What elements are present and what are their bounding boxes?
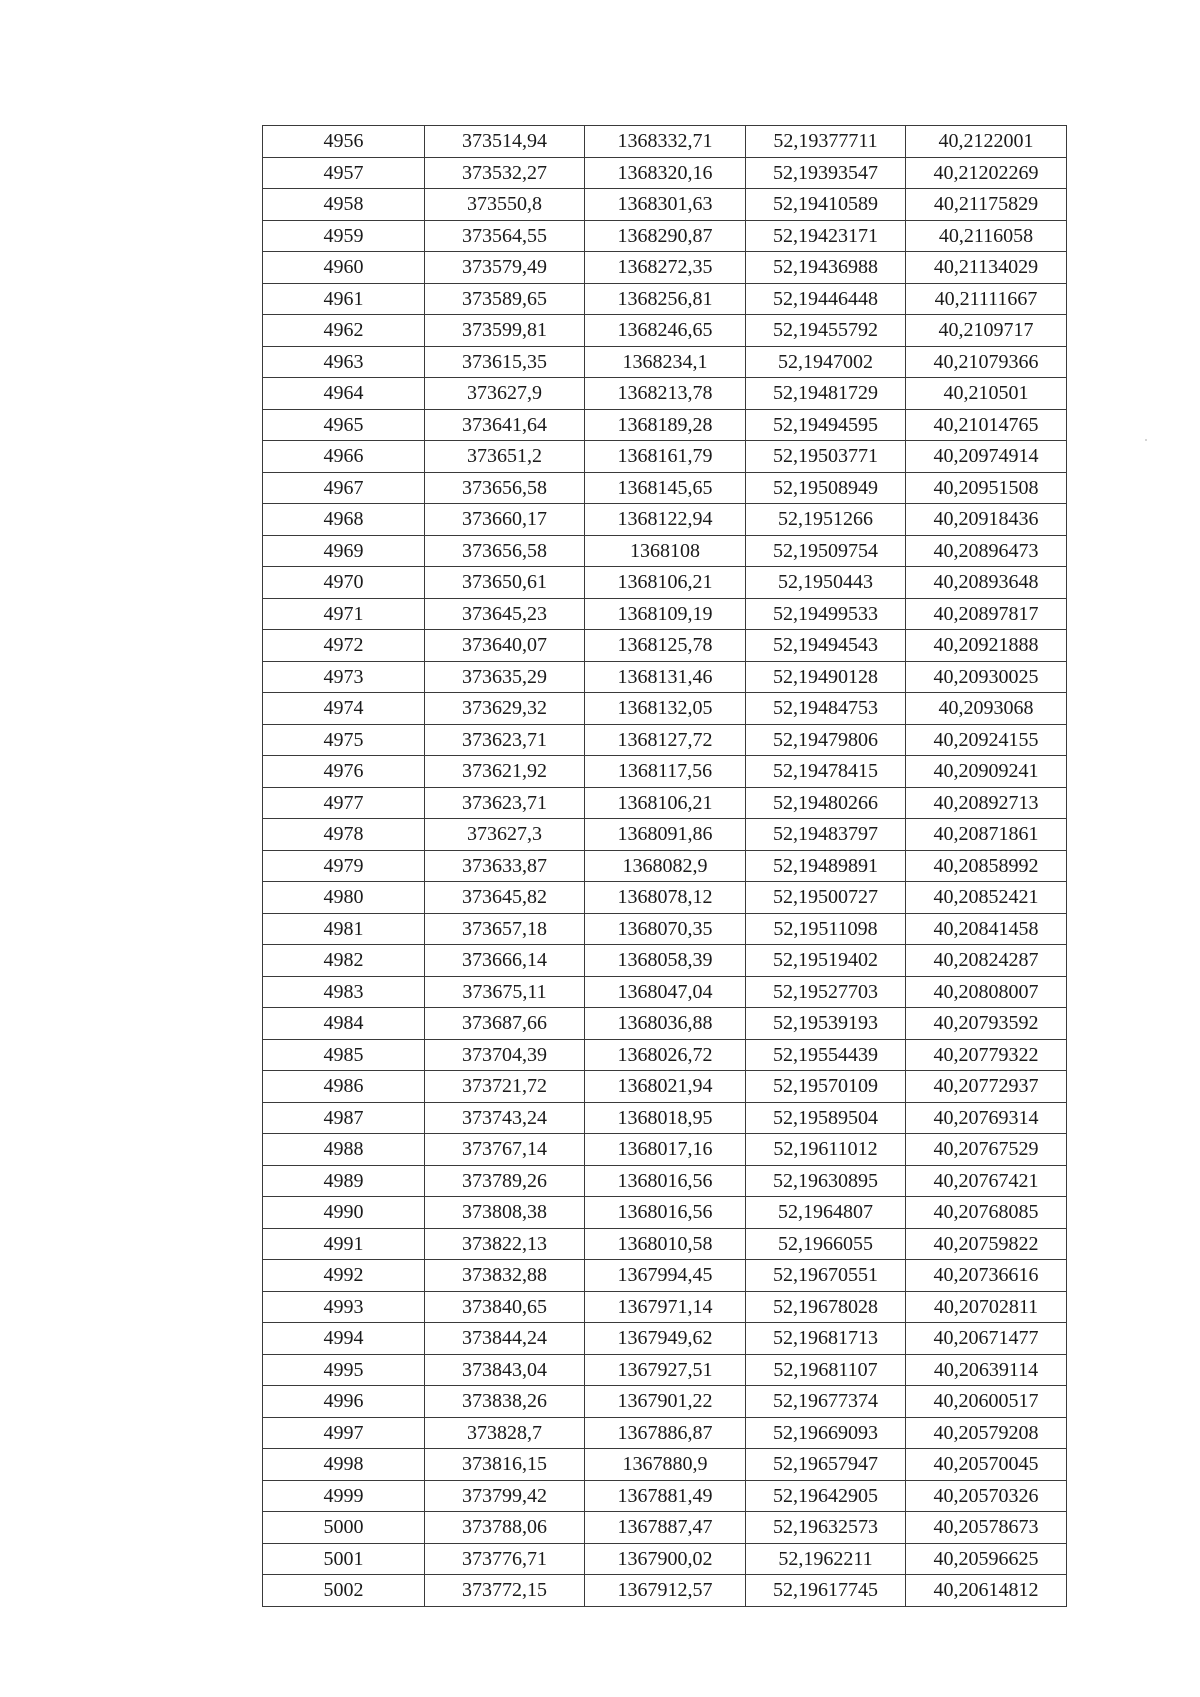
latitude-cell: 52,19554439 — [746, 1039, 906, 1071]
y-coordinate-cell: 1368106,21 — [585, 567, 746, 599]
y-coordinate-cell: 1368017,16 — [585, 1134, 746, 1166]
table-row — [263, 1134, 1067, 1166]
y-coordinate-cell: 1368117,56 — [585, 756, 746, 788]
point-number-cell: 4956 — [263, 126, 425, 158]
x-coordinate-cell: 373629,32 — [425, 693, 585, 725]
table-row — [263, 630, 1067, 662]
x-coordinate-cell: 373840,65 — [425, 1291, 585, 1323]
latitude-cell: 52,19657947 — [746, 1449, 906, 1481]
point-number-cell: 4966 — [263, 441, 425, 473]
x-coordinate-cell: 373838,26 — [425, 1386, 585, 1418]
x-coordinate-cell: 373641,64 — [425, 409, 585, 441]
x-coordinate-cell: 373645,23 — [425, 598, 585, 630]
longitude-cell: 40,20909241 — [906, 756, 1067, 788]
point-number-cell: 4972 — [263, 630, 425, 662]
point-number-cell: 4958 — [263, 189, 425, 221]
latitude-cell: 52,19527703 — [746, 976, 906, 1008]
y-coordinate-cell: 1368016,56 — [585, 1197, 746, 1229]
y-coordinate-cell: 1368018,95 — [585, 1102, 746, 1134]
table-row — [263, 315, 1067, 347]
longitude-cell: 40,20793592 — [906, 1008, 1067, 1040]
latitude-cell: 52,19503771 — [746, 441, 906, 473]
latitude-cell: 52,19481729 — [746, 378, 906, 410]
longitude-cell: 40,21134029 — [906, 252, 1067, 284]
latitude-cell: 52,19393547 — [746, 157, 906, 189]
x-coordinate-cell: 373656,58 — [425, 535, 585, 567]
point-number-cell: 4996 — [263, 1386, 425, 1418]
x-coordinate-cell: 373599,81 — [425, 315, 585, 347]
longitude-cell: 40,20769314 — [906, 1102, 1067, 1134]
longitude-cell: 40,2116058 — [906, 220, 1067, 252]
x-coordinate-cell: 373514,94 — [425, 126, 585, 158]
y-coordinate-cell: 1368026,72 — [585, 1039, 746, 1071]
point-number-cell: 4987 — [263, 1102, 425, 1134]
x-coordinate-cell: 373776,71 — [425, 1543, 585, 1575]
latitude-cell: 52,19519402 — [746, 945, 906, 977]
y-coordinate-cell: 1368010,58 — [585, 1228, 746, 1260]
point-number-cell: 4969 — [263, 535, 425, 567]
longitude-cell: 40,21079366 — [906, 346, 1067, 378]
table-row — [263, 1543, 1067, 1575]
latitude-cell: 52,19611012 — [746, 1134, 906, 1166]
x-coordinate-cell: 373660,17 — [425, 504, 585, 536]
y-coordinate-cell: 1368016,56 — [585, 1165, 746, 1197]
latitude-cell: 52,19436988 — [746, 252, 906, 284]
table-row — [263, 504, 1067, 536]
x-coordinate-cell: 373589,65 — [425, 283, 585, 315]
longitude-cell: 40,20614812 — [906, 1575, 1067, 1607]
point-number-cell: 4973 — [263, 661, 425, 693]
latitude-cell: 52,19446448 — [746, 283, 906, 315]
y-coordinate-cell: 1368082,9 — [585, 850, 746, 882]
table-row — [263, 945, 1067, 977]
latitude-cell: 52,1962211 — [746, 1543, 906, 1575]
table-row — [263, 189, 1067, 221]
point-number-cell: 4971 — [263, 598, 425, 630]
table-row — [263, 976, 1067, 1008]
point-number-cell: 4963 — [263, 346, 425, 378]
x-coordinate-cell: 373721,72 — [425, 1071, 585, 1103]
longitude-cell: 40,20918436 — [906, 504, 1067, 536]
y-coordinate-cell: 1368161,79 — [585, 441, 746, 473]
latitude-cell: 52,19589504 — [746, 1102, 906, 1134]
latitude-cell: 52,19479806 — [746, 724, 906, 756]
point-number-cell: 4991 — [263, 1228, 425, 1260]
y-coordinate-cell: 1367971,14 — [585, 1291, 746, 1323]
table-row — [263, 598, 1067, 630]
x-coordinate-cell: 373627,9 — [425, 378, 585, 410]
longitude-cell: 40,20841458 — [906, 913, 1067, 945]
x-coordinate-cell: 373808,38 — [425, 1197, 585, 1229]
longitude-cell: 40,2122001 — [906, 126, 1067, 158]
longitude-cell: 40,20702811 — [906, 1291, 1067, 1323]
point-number-cell: 4974 — [263, 693, 425, 725]
latitude-cell: 52,1950443 — [746, 567, 906, 599]
point-number-cell: 4962 — [263, 315, 425, 347]
latitude-cell: 52,19478415 — [746, 756, 906, 788]
latitude-cell: 52,19483797 — [746, 819, 906, 851]
y-coordinate-cell: 1367994,45 — [585, 1260, 746, 1292]
latitude-cell: 52,19617745 — [746, 1575, 906, 1607]
y-coordinate-cell: 1368047,04 — [585, 976, 746, 1008]
latitude-cell: 52,19494595 — [746, 409, 906, 441]
table-row — [263, 346, 1067, 378]
x-coordinate-cell: 373772,15 — [425, 1575, 585, 1607]
table-row — [263, 1228, 1067, 1260]
longitude-cell: 40,210501 — [906, 378, 1067, 410]
latitude-cell: 52,19410589 — [746, 189, 906, 221]
latitude-cell: 52,19511098 — [746, 913, 906, 945]
scan-speck — [1145, 439, 1147, 441]
latitude-cell: 52,19630895 — [746, 1165, 906, 1197]
y-coordinate-cell: 1368106,21 — [585, 787, 746, 819]
longitude-cell: 40,20768085 — [906, 1197, 1067, 1229]
latitude-cell: 52,19570109 — [746, 1071, 906, 1103]
longitude-cell: 40,20921888 — [906, 630, 1067, 662]
longitude-cell: 40,20578673 — [906, 1512, 1067, 1544]
y-coordinate-cell: 1368290,87 — [585, 220, 746, 252]
point-number-cell: 4983 — [263, 976, 425, 1008]
longitude-cell: 40,20897817 — [906, 598, 1067, 630]
x-coordinate-cell: 373767,14 — [425, 1134, 585, 1166]
longitude-cell: 40,20930025 — [906, 661, 1067, 693]
y-coordinate-cell: 1368256,81 — [585, 283, 746, 315]
x-coordinate-cell: 373832,88 — [425, 1260, 585, 1292]
table-row — [263, 661, 1067, 693]
table-row — [263, 1386, 1067, 1418]
point-number-cell: 4992 — [263, 1260, 425, 1292]
x-coordinate-cell: 373675,11 — [425, 976, 585, 1008]
x-coordinate-cell: 373657,18 — [425, 913, 585, 945]
y-coordinate-cell: 1368125,78 — [585, 630, 746, 662]
latitude-cell: 52,19480266 — [746, 787, 906, 819]
point-number-cell: 4998 — [263, 1449, 425, 1481]
table-row — [263, 693, 1067, 725]
y-coordinate-cell: 1368127,72 — [585, 724, 746, 756]
longitude-cell: 40,20808007 — [906, 976, 1067, 1008]
table-row — [263, 535, 1067, 567]
longitude-cell: 40,2093068 — [906, 693, 1067, 725]
table-row — [263, 1354, 1067, 1386]
latitude-cell: 52,19489891 — [746, 850, 906, 882]
latitude-cell: 52,19539193 — [746, 1008, 906, 1040]
y-coordinate-cell: 1368122,94 — [585, 504, 746, 536]
x-coordinate-cell: 373564,55 — [425, 220, 585, 252]
y-coordinate-cell: 1368332,71 — [585, 126, 746, 158]
table-row — [263, 1575, 1067, 1607]
point-number-cell: 5001 — [263, 1543, 425, 1575]
y-coordinate-cell: 1368145,65 — [585, 472, 746, 504]
latitude-cell: 52,19670551 — [746, 1260, 906, 1292]
x-coordinate-cell: 373615,35 — [425, 346, 585, 378]
x-coordinate-cell: 373822,13 — [425, 1228, 585, 1260]
latitude-cell: 52,19677374 — [746, 1386, 906, 1418]
longitude-cell: 40,20671477 — [906, 1323, 1067, 1355]
point-number-cell: 4997 — [263, 1417, 425, 1449]
y-coordinate-cell: 1368021,94 — [585, 1071, 746, 1103]
x-coordinate-cell: 373788,06 — [425, 1512, 585, 1544]
latitude-cell: 52,19632573 — [746, 1512, 906, 1544]
y-coordinate-cell: 1367880,9 — [585, 1449, 746, 1481]
x-coordinate-cell: 373704,39 — [425, 1039, 585, 1071]
y-coordinate-cell: 1367900,02 — [585, 1543, 746, 1575]
x-coordinate-cell: 373635,29 — [425, 661, 585, 693]
table-row — [263, 441, 1067, 473]
longitude-cell: 40,20924155 — [906, 724, 1067, 756]
longitude-cell: 40,20767421 — [906, 1165, 1067, 1197]
table-row — [263, 1291, 1067, 1323]
longitude-cell: 40,21111667 — [906, 283, 1067, 315]
latitude-cell: 52,1951266 — [746, 504, 906, 536]
longitude-cell: 40,20852421 — [906, 882, 1067, 914]
latitude-cell: 52,19681107 — [746, 1354, 906, 1386]
table-row — [263, 724, 1067, 756]
point-number-cell: 4988 — [263, 1134, 425, 1166]
table-row — [263, 1102, 1067, 1134]
x-coordinate-cell: 373550,8 — [425, 189, 585, 221]
table-row — [263, 1039, 1067, 1071]
longitude-cell: 40,20824287 — [906, 945, 1067, 977]
y-coordinate-cell: 1367912,57 — [585, 1575, 746, 1607]
table-row — [263, 1323, 1067, 1355]
table-row — [263, 567, 1067, 599]
y-coordinate-cell: 1368070,35 — [585, 913, 746, 945]
table-row — [263, 409, 1067, 441]
y-coordinate-cell: 1367887,47 — [585, 1512, 746, 1544]
point-number-cell: 4981 — [263, 913, 425, 945]
longitude-cell: 40,20893648 — [906, 567, 1067, 599]
coordinates-table-body — [263, 126, 1067, 1607]
x-coordinate-cell: 373627,3 — [425, 819, 585, 851]
point-number-cell: 4994 — [263, 1323, 425, 1355]
latitude-cell: 52,19508949 — [746, 472, 906, 504]
y-coordinate-cell: 1368108 — [585, 535, 746, 567]
y-coordinate-cell: 1367881,49 — [585, 1480, 746, 1512]
x-coordinate-cell: 373623,71 — [425, 787, 585, 819]
point-number-cell: 4977 — [263, 787, 425, 819]
point-number-cell: 4984 — [263, 1008, 425, 1040]
longitude-cell: 40,20639114 — [906, 1354, 1067, 1386]
x-coordinate-cell: 373799,42 — [425, 1480, 585, 1512]
y-coordinate-cell: 1368320,16 — [585, 157, 746, 189]
latitude-cell: 52,19494543 — [746, 630, 906, 662]
latitude-cell: 52,1966055 — [746, 1228, 906, 1260]
point-number-cell: 4993 — [263, 1291, 425, 1323]
longitude-cell: 40,21202269 — [906, 157, 1067, 189]
point-number-cell: 4995 — [263, 1354, 425, 1386]
latitude-cell: 52,19423171 — [746, 220, 906, 252]
latitude-cell: 52,19509754 — [746, 535, 906, 567]
point-number-cell: 4989 — [263, 1165, 425, 1197]
longitude-cell: 40,20951508 — [906, 472, 1067, 504]
y-coordinate-cell: 1367949,62 — [585, 1323, 746, 1355]
point-number-cell: 4999 — [263, 1480, 425, 1512]
x-coordinate-cell: 373650,61 — [425, 567, 585, 599]
longitude-cell: 40,20858992 — [906, 850, 1067, 882]
longitude-cell: 40,20896473 — [906, 535, 1067, 567]
point-number-cell: 4990 — [263, 1197, 425, 1229]
latitude-cell: 52,19377711 — [746, 126, 906, 158]
point-number-cell: 4975 — [263, 724, 425, 756]
x-coordinate-cell: 373651,2 — [425, 441, 585, 473]
latitude-cell: 52,19642905 — [746, 1480, 906, 1512]
y-coordinate-cell: 1368078,12 — [585, 882, 746, 914]
longitude-cell: 40,20759822 — [906, 1228, 1067, 1260]
y-coordinate-cell: 1367886,87 — [585, 1417, 746, 1449]
longitude-cell: 40,20892713 — [906, 787, 1067, 819]
longitude-cell: 40,20871861 — [906, 819, 1067, 851]
x-coordinate-cell: 373789,26 — [425, 1165, 585, 1197]
latitude-cell: 52,19499533 — [746, 598, 906, 630]
coordinates-table — [262, 125, 1067, 1607]
x-coordinate-cell: 373579,49 — [425, 252, 585, 284]
x-coordinate-cell: 373645,82 — [425, 882, 585, 914]
y-coordinate-cell: 1368272,35 — [585, 252, 746, 284]
latitude-cell: 52,1947002 — [746, 346, 906, 378]
latitude-cell: 52,19455792 — [746, 315, 906, 347]
latitude-cell: 52,19681713 — [746, 1323, 906, 1355]
latitude-cell: 52,19490128 — [746, 661, 906, 693]
y-coordinate-cell: 1368058,39 — [585, 945, 746, 977]
table-row — [263, 882, 1067, 914]
x-coordinate-cell: 373666,14 — [425, 945, 585, 977]
longitude-cell: 40,20570045 — [906, 1449, 1067, 1481]
point-number-cell: 4960 — [263, 252, 425, 284]
table-row — [263, 1480, 1067, 1512]
table-row — [263, 252, 1067, 284]
point-number-cell: 4961 — [263, 283, 425, 315]
table-row — [263, 787, 1067, 819]
y-coordinate-cell: 1368091,86 — [585, 819, 746, 851]
y-coordinate-cell: 1368109,19 — [585, 598, 746, 630]
point-number-cell: 4980 — [263, 882, 425, 914]
longitude-cell: 40,20772937 — [906, 1071, 1067, 1103]
y-coordinate-cell: 1368131,46 — [585, 661, 746, 693]
point-number-cell: 4965 — [263, 409, 425, 441]
point-number-cell: 4986 — [263, 1071, 425, 1103]
longitude-cell: 40,20600517 — [906, 1386, 1067, 1418]
table-row — [263, 157, 1067, 189]
longitude-cell: 40,2109717 — [906, 315, 1067, 347]
table-row — [263, 1197, 1067, 1229]
table-row — [263, 1449, 1067, 1481]
y-coordinate-cell: 1368189,28 — [585, 409, 746, 441]
longitude-cell: 40,20974914 — [906, 441, 1067, 473]
table-row — [263, 126, 1067, 158]
point-number-cell: 4976 — [263, 756, 425, 788]
table-row — [263, 1512, 1067, 1544]
point-number-cell: 4967 — [263, 472, 425, 504]
latitude-cell: 52,19500727 — [746, 882, 906, 914]
table-row — [263, 850, 1067, 882]
point-number-cell: 4970 — [263, 567, 425, 599]
table-row — [263, 819, 1067, 851]
point-number-cell: 5002 — [263, 1575, 425, 1607]
point-number-cell: 4957 — [263, 157, 425, 189]
latitude-cell: 52,19669093 — [746, 1417, 906, 1449]
point-number-cell: 4964 — [263, 378, 425, 410]
x-coordinate-cell: 373640,07 — [425, 630, 585, 662]
table-row — [263, 756, 1067, 788]
point-number-cell: 4959 — [263, 220, 425, 252]
x-coordinate-cell: 373623,71 — [425, 724, 585, 756]
x-coordinate-cell: 373743,24 — [425, 1102, 585, 1134]
y-coordinate-cell: 1368213,78 — [585, 378, 746, 410]
y-coordinate-cell: 1368234,1 — [585, 346, 746, 378]
table-row — [263, 1008, 1067, 1040]
y-coordinate-cell: 1368246,65 — [585, 315, 746, 347]
table-row — [263, 1165, 1067, 1197]
point-number-cell: 4978 — [263, 819, 425, 851]
x-coordinate-cell: 373844,24 — [425, 1323, 585, 1355]
x-coordinate-cell: 373532,27 — [425, 157, 585, 189]
y-coordinate-cell: 1368301,63 — [585, 189, 746, 221]
point-number-cell: 4985 — [263, 1039, 425, 1071]
y-coordinate-cell: 1367901,22 — [585, 1386, 746, 1418]
y-coordinate-cell: 1368132,05 — [585, 693, 746, 725]
y-coordinate-cell: 1367927,51 — [585, 1354, 746, 1386]
latitude-cell: 52,19484753 — [746, 693, 906, 725]
latitude-cell: 52,19678028 — [746, 1291, 906, 1323]
longitude-cell: 40,20779322 — [906, 1039, 1067, 1071]
x-coordinate-cell: 373621,92 — [425, 756, 585, 788]
table-row — [263, 1071, 1067, 1103]
y-coordinate-cell: 1368036,88 — [585, 1008, 746, 1040]
longitude-cell: 40,20736616 — [906, 1260, 1067, 1292]
x-coordinate-cell: 373687,66 — [425, 1008, 585, 1040]
latitude-cell: 52,1964807 — [746, 1197, 906, 1229]
table-row — [263, 283, 1067, 315]
point-number-cell: 4968 — [263, 504, 425, 536]
x-coordinate-cell: 373816,15 — [425, 1449, 585, 1481]
longitude-cell: 40,20579208 — [906, 1417, 1067, 1449]
x-coordinate-cell: 373843,04 — [425, 1354, 585, 1386]
table-row — [263, 472, 1067, 504]
x-coordinate-cell: 373633,87 — [425, 850, 585, 882]
x-coordinate-cell: 373656,58 — [425, 472, 585, 504]
point-number-cell: 4979 — [263, 850, 425, 882]
longitude-cell: 40,21014765 — [906, 409, 1067, 441]
point-number-cell: 4982 — [263, 945, 425, 977]
longitude-cell: 40,20767529 — [906, 1134, 1067, 1166]
longitude-cell: 40,20596625 — [906, 1543, 1067, 1575]
table-row — [263, 220, 1067, 252]
point-number-cell: 5000 — [263, 1512, 425, 1544]
table-row — [263, 378, 1067, 410]
longitude-cell: 40,21175829 — [906, 189, 1067, 221]
longitude-cell: 40,20570326 — [906, 1480, 1067, 1512]
x-coordinate-cell: 373828,7 — [425, 1417, 585, 1449]
table-row — [263, 1260, 1067, 1292]
table-row — [263, 1417, 1067, 1449]
table-row — [263, 913, 1067, 945]
